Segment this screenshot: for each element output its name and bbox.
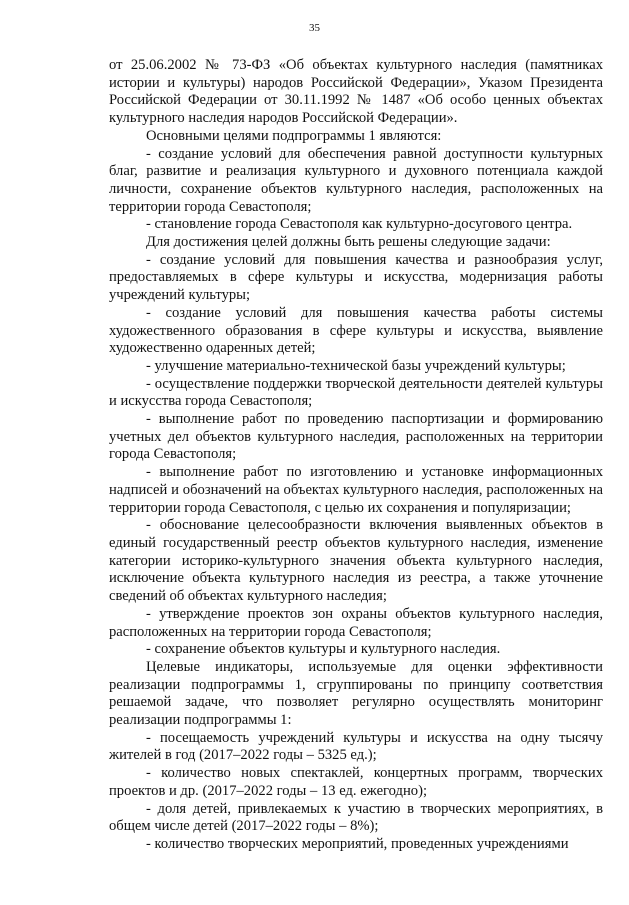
paragraph-goal-item: - создание условий для обеспечения равной доступности культурных благ, развитие и реализация культурного и духовного потенциала каждой личности, сохранение объектов культурного наследия, расположенных на территории города Севастополя; [109,145,603,215]
paragraph-task-item: - сохранение объектов культуры и культурного наследия. [146,641,501,658]
paragraph-task-item: - создание условий для повышения качества работы системы художественного образования в сфере культуры и искусства, выявление художественно одаренных детей; [109,304,603,357]
paragraph-indicators-heading: Целевые индикаторы, используемые для оценки эффективности реализации подпрограммы 1, сгруппированы по принципу соответствия решаемой задаче, что позволяет регулярно осуществлять мониторинг реализации подпрограммы 1: [109,658,603,729]
paragraph-tasks-heading: Для достижения целей должны быть решены следующие задачи: [146,234,551,251]
paragraph-task-item: - утверждение проектов зон охраны объектов культурного наследия, расположенных на территории города Севастополя; [109,605,603,640]
paragraph-indicator-item: - посещаемость учреждений культуры и искусства на одну тысячу жителей в год (2017–2022 годы – 5325 ед.); [109,729,603,764]
paragraph-indicator-item: - количество новых спектаклей, концертных программ, творческих проектов и др. (2017–2022 годы – 13 ед. ежегодно); [109,765,603,799]
paragraph-goal-item: - становление города Севастополя как культурно-досугового центра. [146,216,573,233]
paragraph-task-item: - выполнение работ по изготовлению и установке информационных надписей и обозначений на объектах культурного наследия, расположенных на территории города Севастополя, с целью их сохранения и популяризации; [109,464,603,516]
paragraph-law-reference: от 25.06.2002 № 73-ФЗ «Об объектах культурного наследия (памятниках истории и культуры) народов Российской Федерации», Указом Президента Российской Федерации от 30.11.1992 № 1487 «Об особо ценных объектах культурного наследия народов Российской Федерации». [109,57,603,127]
paragraph-task-item: - осуществление поддержки творческой деятельности деятелей культуры и искусства города Севастополя; [109,375,603,410]
document-body [109,57,603,854]
paragraph-task-item: - улучшение материально-технической базы учреждений культуры; [146,357,566,374]
paragraph-task-item: - выполнение работ по проведению паспортизации и формированию учетных дел объектов культурного наследия, расположенных на территории города Севастополя; [109,411,603,463]
paragraph-task-item: - обоснование целесообразности включения выявленных объектов в единый государственный реестр объектов культурного наследия, изменение категории историко-культурного значения объекта культурного наследия, исключение объекта культурного наследия из реестра, а также уточнение сведений об объектах культурного наследия; [109,517,603,605]
page-number: 35 [309,22,320,34]
paragraph-goals-heading: Основными целями подпрограммы 1 являются: [146,127,442,144]
paragraph-indicator-item: - доля детей, привлекаемых к участию в творческих мероприятиях, в общем числе детей (2017–2022 годы – 8%); [109,800,603,835]
paragraph-task-item: - создание условий для повышения качества и разнообразия услуг, предоставляемых в сфере культуры и искусства, модернизация работы учреждений культуры; [109,251,603,304]
paragraph-indicator-item: - количество творческих мероприятий, проведенных учреждениями [146,835,569,852]
